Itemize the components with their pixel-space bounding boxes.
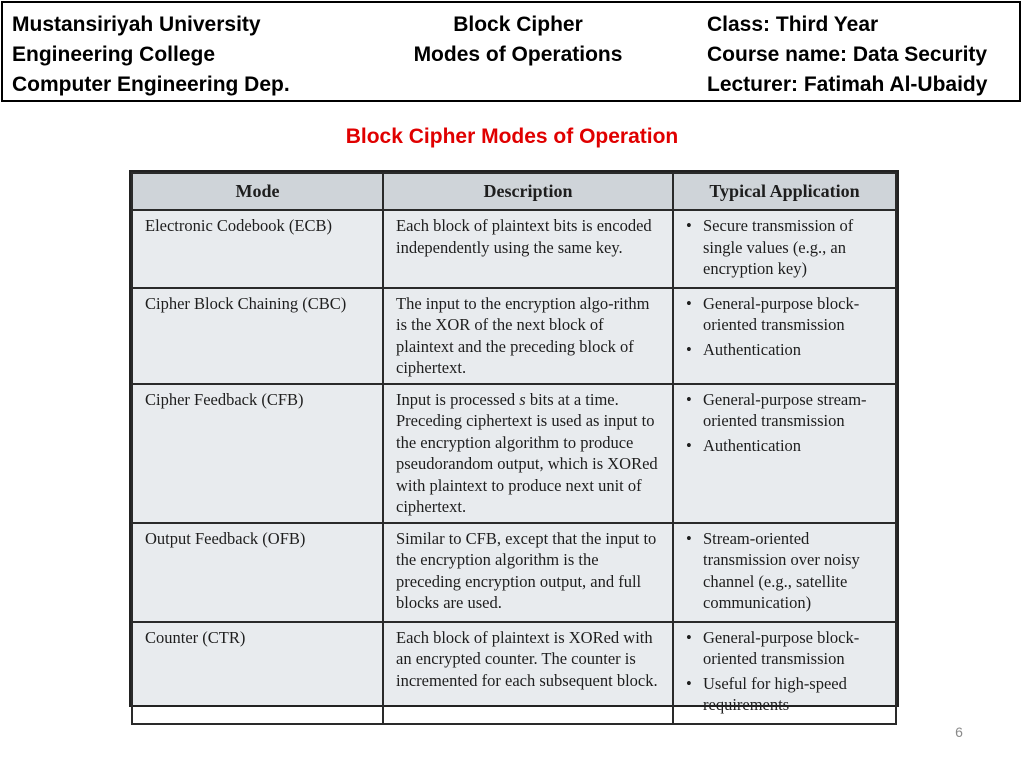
mode-cell: Cipher Block Chaining (CBC) [132,288,383,384]
description-cell: Each block of plaintext is XORed with an encrypted counter. The counter is incremented for each subsequent block. [383,622,673,724]
modes-table-frame [129,170,899,714]
mode-cell: Electronic Codebook (ECB) [132,210,383,288]
application-cell [673,622,896,724]
application-list [686,215,885,280]
application-cell [673,523,896,622]
table-row [132,622,896,724]
application-text: Useful for high-speed requirements [703,673,847,714]
description-cell: Input is processed s bits at a time. Preceding ciphertext is used as input to the encryption algorithm to produce pseudorandom output, which is XORed with plaintext to produce next unit of ciphertext. [383,384,673,523]
application-list [686,293,885,361]
application-text: Authentication [703,435,802,455]
university-name: Mustansiriyah University [12,13,261,36]
lecturer-name: Lecturer: Fatimah Al-Ubaidy [707,73,988,96]
application-item [686,627,885,670]
college-name: Engineering College [12,43,216,66]
application-text: Authentication [703,339,802,359]
modes-table [131,172,897,725]
application-text: Secure transmission of single values (e.g., an encryption key) [703,216,854,278]
table-row [132,288,896,384]
application-text: General-purpose block-oriented transmission [703,627,860,668]
description-cell: Each block of plaintext bits is encoded independently using the same key. [383,210,673,288]
lecture-topic-line2: Modes of Operations [413,43,623,66]
variable-s: s [519,389,526,409]
application-list [686,389,885,457]
application-text: General-purpose block-oriented transmission [703,293,860,334]
table-header-row [132,173,896,210]
header-box [1,1,1021,102]
class-label: Class: Third Year [707,13,879,36]
application-text: General-purpose stream-oriented transmission [703,389,867,430]
lecture-topic-line1: Block Cipher [453,13,583,36]
description-cell: The input to the encryption algo-rithm is the XOR of the next block of plaintext and the preceding block of ciphertext. [383,288,673,384]
application-text: Stream-oriented transmission over noisy channel (e.g., satellite communication) [703,528,860,612]
table-row [132,523,896,622]
application-item [686,673,885,716]
slide-title: Block Cipher Modes of Operation [345,125,679,148]
department-name: Computer Engineering Dep. [12,73,290,96]
description-cell: Similar to CFB, except that the input to the encryption algorithm is the preceding encryption output, and full blocks are used. [383,523,673,622]
table-row [132,210,896,288]
bullet-icon: • [686,627,692,647]
bullet-icon: • [686,339,692,359]
column-header-description: Description [383,173,673,210]
application-item [686,339,885,361]
mode-cell: Cipher Feedback (CFB) [132,384,383,523]
application-cell [673,288,896,384]
course-name: Course name: Data Security [707,43,988,66]
header-left [12,10,290,100]
column-header-application: Typical Application [673,173,896,210]
application-item [686,435,885,457]
application-item [686,293,885,336]
mode-cell: Counter (CTR) [132,622,383,724]
application-item [686,389,885,432]
header-right [707,10,987,100]
application-list [686,528,885,614]
header-center [393,10,643,70]
application-item [686,528,885,614]
bullet-icon: • [686,673,692,693]
column-header-mode: Mode [132,173,383,210]
bullet-icon: • [686,528,692,548]
bullet-icon: • [686,435,692,455]
application-cell [673,210,896,288]
application-list [686,627,885,716]
bullet-icon: • [686,389,692,409]
mode-cell: Output Feedback (OFB) [132,523,383,622]
page-number: 6 [955,724,963,740]
application-cell [673,384,896,523]
bullet-icon: • [686,293,692,313]
table-row [132,384,896,523]
application-item [686,215,885,280]
bullet-icon: • [686,216,692,235]
